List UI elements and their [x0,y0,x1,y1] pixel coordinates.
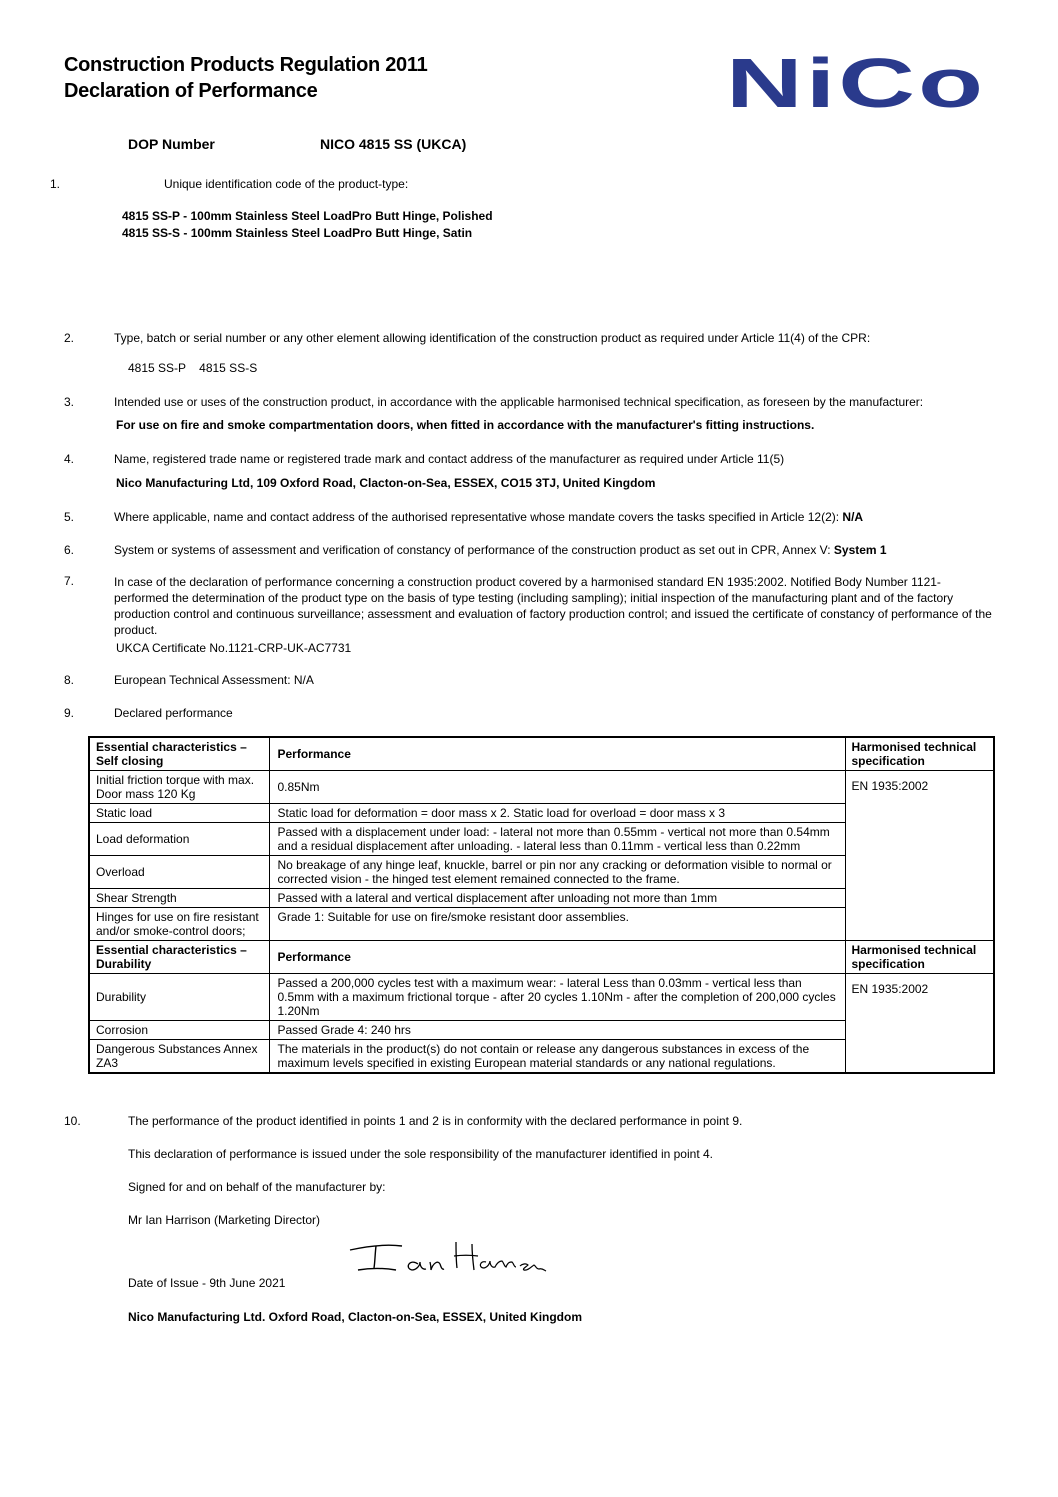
document-title [64,52,427,104]
item-6-line [114,543,887,557]
item-4-number: 4. [64,452,75,466]
performance-cell: Grade 1: Suitable for use on fire/smoke resistant door assemblies. [269,908,845,941]
item-5-line [114,510,863,524]
dop-number: NICO 4815 SS (UKCA) [320,136,467,152]
header-performance: Performance [269,941,845,974]
header-performance: Performance [269,737,845,771]
item-9-number: 9. [64,706,75,720]
characteristic-cell: Durability [89,974,269,1021]
performance-cell: 0.85Nm [269,771,845,804]
header-characteristic: Essential characteristics – Self closing [89,737,269,771]
item-5-number: 5. [64,510,75,524]
item-1-text: Unique identification code of the product-type: [164,177,409,191]
item-2-value: 4815 SS-P 4815 SS-S [128,361,258,375]
performance-cell: Passed with a lateral and vertical displacement after unloading not more than 1mm [269,889,845,908]
characteristic-cell: Load deformation [89,823,269,856]
signature [344,1236,548,1278]
characteristic-cell: Hinges for use on fire resistant and/or smoke-control doors; [89,908,269,941]
characteristic-cell: Initial friction torque with max. Door mass 120 Kg [89,771,269,804]
ukca-certificate: UKCA Certificate No.1121-CRP-UK-AC7731 [116,641,352,655]
item-8-text: European Technical Assessment: N/A [114,673,314,687]
spec-cell: EN 1935:2002 [845,974,994,1074]
item-3-number: 3. [64,395,75,409]
characteristic-cell: Shear Strength [89,889,269,908]
item-2-number: 2. [64,331,75,345]
responsibility-statement: This declaration of performance is issued under the sole responsibility of the manufacturer identified in point 4. [128,1147,713,1161]
item-4-text: Name, registered trade name or registered trade mark and contact address of the manufacturer as required under Article 11(5) [114,452,785,466]
table-header-row [89,737,994,771]
header-characteristic: Essential characteristics – Durability [89,941,269,974]
nico-logo [726,50,988,116]
item-1-number: 1. [50,177,61,191]
item-6-value: System 1 [833,543,887,557]
item-7-text: In case of the declaration of performance concerning a construction product covered by a harmonised standard EN 1935:2002. Notified Body Number 1121- performed the determination of the product type on the basis of type testing (including sampling); initial inspection of the manufacturing plant and of the factory production control and continuous surveillance; assessment and evaluation of factory production control; and issued the certificate of constancy of performance of the product. [114,575,992,637]
signatory-name: Mr Ian Harrison (Marketing Director) [128,1213,321,1227]
table-row [89,771,994,804]
item-2-text: Type, batch or serial number or any other element allowing identification of the construction product as required under Article 11(4) of the CPR: [114,331,871,345]
footer-address: Nico Manufacturing Ltd. Oxford Road, Clacton-on-Sea, ESSEX, United Kingdom [128,1310,583,1324]
header-spec: Harmonised technical specification [845,941,994,974]
characteristic-cell: Static load [89,804,269,823]
performance-cell: Passed with a displacement under load: - lateral not more than 0.55mm - vertical not more than 0.54mm and a residual displacement after unloading. - lateral less than 0.11mm - vertical less than 0.22mm [269,823,845,856]
product-code-polished: 4815 SS-P - 100mm Stainless Steel LoadPro Butt Hinge, Polished [122,209,493,223]
signature-text: Ian Harrison [344,1276,355,1278]
item-3-value: For use on fire and smoke compartmentation doors, when fitted in accordance with the manufacturer's fitting instructions. [116,418,815,432]
performance-cell: Passed Grade 4: 240 hrs [269,1021,845,1040]
item-8-number: 8. [64,673,75,687]
signed-for-text: Signed for and on behalf of the manufacturer by: [128,1180,386,1194]
table-header-row [89,941,994,974]
item-3-text: Intended use or uses of the construction product, in accordance with the applicable harmonised technical specification, as foreseen by the manufacturer: [114,395,924,409]
declared-performance-table [88,736,995,1074]
table-row [89,974,994,1021]
item-10-text: The performance of the product identified in points 1 and 2 is in conformity with the declared performance in point 9. [128,1114,743,1128]
title-line-2: Declaration of Performance [64,80,318,102]
performance-cell: No breakage of any hinge leaf, knuckle, barrel or pin nor any cracking or deformation visible to normal or corrected vision - the hinged test element remained connected to the frame. [269,856,845,889]
performance-cell: The materials in the product(s) do not contain or release any dangerous substances in excess of the maximum levels specified in existing European material standards or any national regulations. [269,1040,845,1074]
svg-text:NiCo: NiCo [726,50,986,116]
product-code-satin: 4815 SS-S - 100mm Stainless Steel LoadPro Butt Hinge, Satin [122,226,473,240]
spec-cell: EN 1935:2002 [845,771,994,941]
performance-cell: Passed a 200,000 cycles test with a maximum wear: - lateral Less than 0.03mm - vertical less than 0.5mm with a maximum frictional torque - after 20 cycles 1.10Nm - after the completion of 200,000 cycles 1.20Nm [269,974,845,1021]
date-of-issue: Date of Issue - 9th June 2021 [128,1276,286,1290]
characteristic-cell: Dangerous Substances Annex ZA3 [89,1040,269,1074]
item-7-number: 7. [64,574,75,588]
dop-label: DOP Number [128,136,215,152]
item-5-text: Where applicable, name and contact address of the authorised representative whose mandate covers the tasks specified in Article 12(2): [114,510,840,524]
performance-cell: Static load for deformation = door mass x 2. Static load for overload = door mass x 3 [269,804,845,823]
item-9-text: Declared performance [114,706,233,720]
header-spec: Harmonised technical specification [845,737,994,771]
characteristic-cell: Overload [89,856,269,889]
item-6-number: 6. [64,543,75,557]
characteristic-cell: Corrosion [89,1021,269,1040]
item-4-value: Nico Manufacturing Ltd, 109 Oxford Road, Clacton-on-Sea, ESSEX, CO15 3TJ, United Kingdom [116,476,656,490]
item-10-number: 10. [64,1114,81,1128]
item-6-text: System or systems of assessment and verification of constancy of performance of the construction product as set out in CPR, Annex V: [114,543,831,557]
title-line-1: Construction Products Regulation 2011 [64,54,428,76]
item-5-value: N/A [842,510,864,524]
